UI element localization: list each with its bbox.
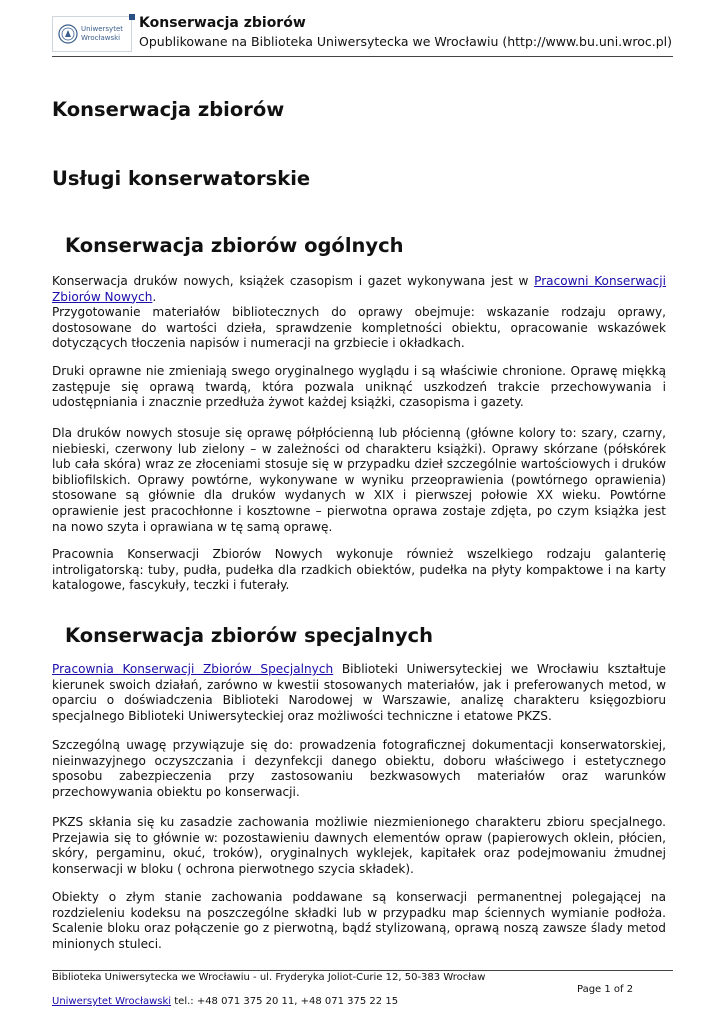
general-paragraph-2: Druki oprawne nie zmieniają swego oryginalnego wyglądu i są właściwie chronione. Oprawę miękką zastępuje się oprawą twardą, która pozwala uniknąć uszkodzeń trakcie przechowywania i udostępniania i znacznie przedłuża żywot każdej książki, czasopisma i gazety. [52, 364, 666, 410]
special-collections-lab-link[interactable]: Pracownia Konserwacji Zbiorów Specjalnych [52, 662, 334, 676]
general-p1-end: . [152, 289, 157, 304]
logo-line2: Wrocławski [81, 34, 121, 42]
logo-text [81, 25, 123, 43]
footer-address: Biblioteka Uniwersytecka we Wrocławiu - ul. Fryderyka Joliot-Curie 12, 50-383 Wrocław [52, 972, 486, 983]
footer-divider [52, 970, 673, 971]
special-p1-text: Biblioteki Uniwersyteckiej we Wrocławiu kształtuje kierunek swoich działań, zarówno w kwestii stosowanych materiałów, jak i preferowanych metod, w oparciu o doświadczenia Biblioteki Narodowej w Warszawie, analizę charakteru księgozbioru specjalnego Biblioteki Uniwersyteckiej oraz możliwości techniczne i etatowe PKZS. [52, 662, 667, 723]
logo-line1: Uniwersytet [81, 25, 123, 33]
general-paragraph-4: Pracownia Konserwacji Zbiorów Nowych wykonuje również wszelkiego rodzaju galanterię introligatorską: tuby, pudła, pudełka dla rzadkich obiektów, pudełka na płyty kompaktowe i na karty katalogowe, fascykuły, teczki i futerały. [52, 547, 666, 593]
footer-phone: tel.: +48 071 375 20 11, +48 071 375 22 15 [171, 996, 399, 1007]
section-title: Usługi konserwatorskie [52, 167, 311, 190]
special-paragraph-1 [52, 662, 666, 724]
page-header [52, 14, 673, 57]
logo-corner-mark [129, 14, 135, 20]
special-paragraph-4: Obiekty o złym stanie zachowania poddawane są konserwacji permanentnej polegającej na rozdzieleniu kodeksu na poszczególne składki lub w przypadku map ściennych wymianie podłoża. Scalenie bloku oraz połączenie go z pierwotną, bądź stylizowaną, oprawą noszą zawsze ślady metod minionych stuleci. [52, 890, 666, 951]
general-p1-text: Konserwacja druków nowych, książek czasopism i gazet wykonywana jest w [52, 274, 535, 288]
seal-icon [58, 24, 78, 44]
general-paragraph-1 [52, 274, 666, 352]
university-link[interactable]: Uniwersytet Wrocławski [52, 996, 172, 1007]
university-logo [52, 16, 132, 52]
footer-contact [52, 996, 398, 1007]
page-number: Page 1 of 2 [577, 984, 634, 995]
header-subtitle: Opublikowane na Biblioteka Uniwersytecka we Wrocławiu (http://www.bu.uni.wroc.pl) [139, 34, 673, 49]
new-collections-lab-link[interactable]: Pracowni Konserwacji Zbiorów Nowych [52, 274, 666, 304]
header-title: Konserwacja zbiorów [139, 15, 306, 31]
general-paragraph-3: Dla druków nowych stosuje się oprawę półpłócienną lub płócienną (główne kolory to: szary, czarny, niebieski, czerwony lub zielony – w zależności od charakteru książki). Oprawy skórzane (półskórek lub cała skóra) wraz ze złoceniami stosuje się w przypadku dzieł szczególnie wartościowych i druków bibliofilskich. Oprawy powtórne, wykonywane w wyniku przeoprawienia (powtórnego oprawienia) stosowane są głównie dla druków wydanych w XIX i pierwszej połowie XX wieku. Powtórne oprawienie jest pracochłonne i kosztowne – pierwotna oprawa zostaje zdjęta, po czym książka jest na nowo szyta i oprawiana w tę samą oprawę. [52, 426, 666, 534]
general-p1-continued: Przygotowanie materiałów bibliotecznych do oprawy obejmuje: wskazanie rodzaju oprawy, dostosowane do wartości dzieła, sprawdzenie kompletności obiektu, opracowanie wskazówek dotyczących tłoczenia napisów i numeracji na grzbiecie i okładkach. [52, 305, 666, 351]
special-paragraph-3: PKZS skłania się ku zasadzie zachowania możliwie niezmienionego charakteru zbioru specjalnego. Przejawia się to głównie w: pozostawieniu dawnych elementów opraw (papierowych oklein, płócien, skóry, pergaminu, okuć, troków), oryginalnych wyklejek, kapitałek oraz podejmowaniu żmudnej konserwacji w bloku ( ochrona pierwotnego szycia składek). [52, 815, 666, 876]
page-title: Konserwacja zbiorów [52, 98, 285, 121]
special-heading: Konserwacja zbiorów specjalnych [65, 624, 433, 647]
general-heading: Konserwacja zbiorów ogólnych [65, 234, 404, 257]
special-paragraph-2: Szczególną uwagę przywiązuje się do: prowadzenia fotograficznej dokumentacji konserwatorskiej, nieinwazyjnego oczyszczania i dezynfekcji danego obiektu, doboru właściwego i estetycznego sposobu zabezpieczenia przy zastosowaniu bezkwasowych materiałów oraz warunków przechowywania obiektu po konserwacji. [52, 738, 666, 799]
